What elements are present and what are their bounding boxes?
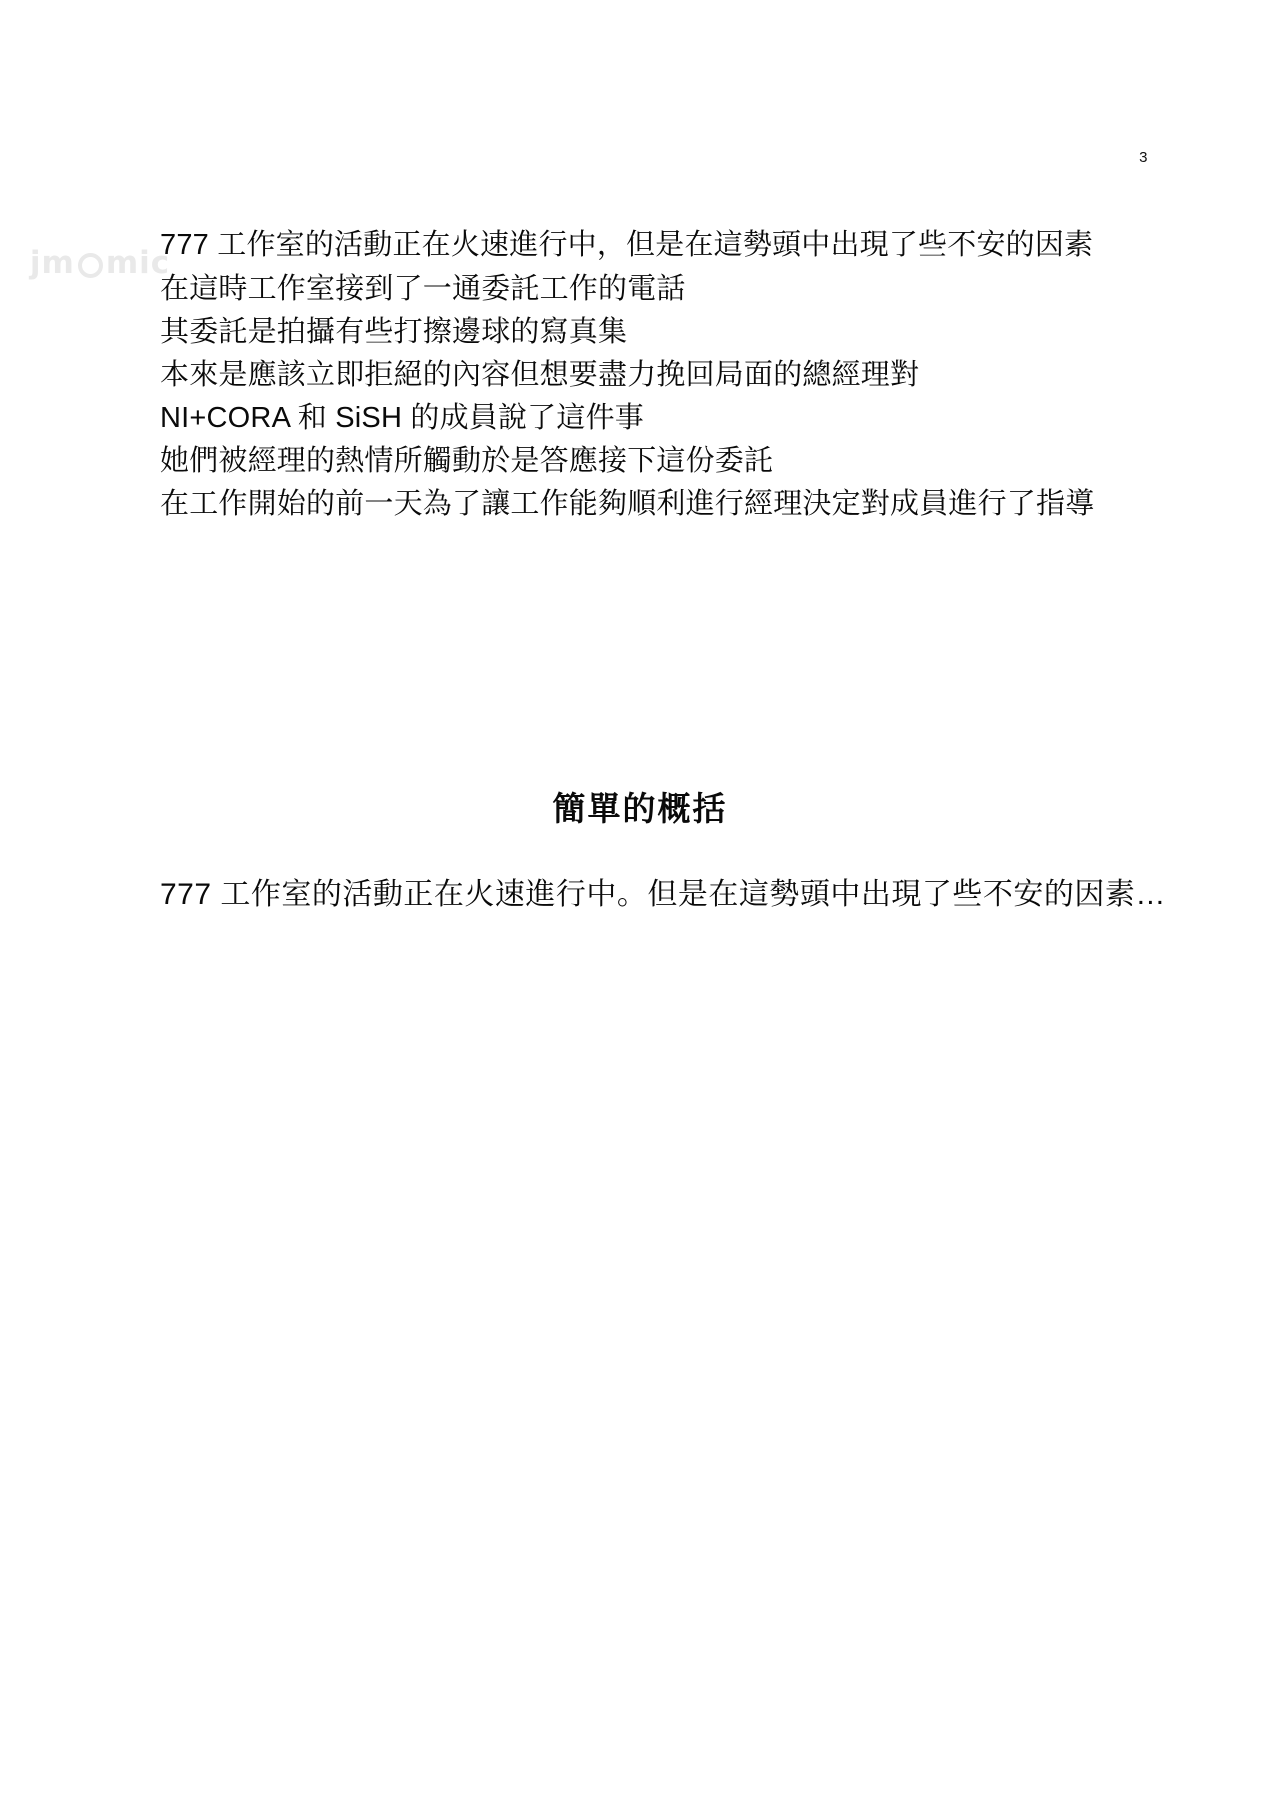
section-heading: 簡單的概括: [552, 790, 728, 827]
body-line-text: 777 工作室的活動正在火速進行中，但是在這勢頭中出現了些不安的因素: [160, 229, 1094, 261]
summary-paragraph: [160, 878, 1260, 912]
summary-text: 777 工作室的活動正在火速進行中。但是在這勢頭中出現了些不安的因素…: [160, 878, 1166, 911]
body-line: 在這時工作室接到了一通委託工作的電話: [160, 273, 686, 305]
watermark-left-text: jm: [29, 245, 75, 281]
body-line: 其委託是拍攝有些打擦邊球的寫真集: [160, 316, 628, 348]
body-line: 本來是應該立即拒絕的內容但想要盡力挽回局面的總經理對: [160, 359, 920, 391]
watermark-text: [30, 245, 170, 281]
body-text-block: [160, 229, 1220, 526]
body-line: [160, 229, 1220, 266]
page-number: 3: [1139, 149, 1148, 166]
body-line: 在工作開始的前一天為了讓工作能夠順利進行經理決定對成員進行了指導: [160, 488, 1095, 520]
body-line: 她們被經理的熱情所觸動於是答應接下這份委託: [160, 445, 774, 477]
body-line: NI+CORA 和 SiSH 的成員說了這件事: [160, 402, 644, 434]
watermark-right-text: mic: [105, 245, 171, 281]
ring-icon: [78, 253, 103, 278]
